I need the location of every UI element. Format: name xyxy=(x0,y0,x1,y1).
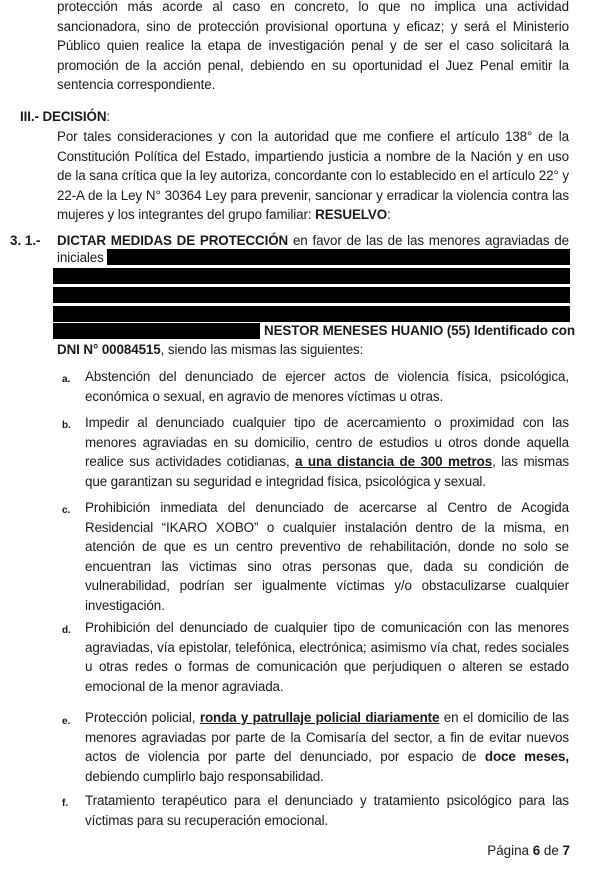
page-number xyxy=(487,843,570,858)
measure-a-text: Abstención del denunciado de ejercer actos de violencia física, psicológica, económica o sexual, en agravio de menores víctimas u otras. xyxy=(85,369,569,404)
item-lead xyxy=(57,231,569,251)
redaction-block-5 xyxy=(53,323,260,339)
measure-e-patrol: ronda y patrullaje policial diariamente xyxy=(199,710,440,725)
measure-e-text-pre: Protección policial, xyxy=(85,710,200,725)
measure-d xyxy=(85,618,569,696)
dni-line xyxy=(57,340,363,360)
page-current: 6 xyxy=(532,843,541,858)
page-of: de xyxy=(543,843,559,858)
resuelvo-label: RESUELVO xyxy=(315,207,388,222)
measure-a-marker: a. xyxy=(62,374,71,385)
intro-line-1: protección más acorde al caso en concreto, lo que no implica una actividad xyxy=(57,0,569,14)
measure-b-marker: b. xyxy=(62,420,71,431)
measure-b-text-post: , las mismas que garantizan su seguridad e integridad física, psicológica y sexual. xyxy=(85,454,570,489)
measure-e-text-post: debiendo cumplirlo bajo responsabilidad. xyxy=(85,768,324,784)
measure-b-distance: a una distancia de 300 metros xyxy=(295,454,493,469)
measure-f xyxy=(85,791,569,830)
intro-line-5: sentencia correspondiente. xyxy=(57,77,216,92)
measure-e-duration: doce meses, xyxy=(484,749,570,764)
measure-b xyxy=(85,413,569,491)
iniciales-label: iniciales xyxy=(57,250,104,265)
redaction-block-4 xyxy=(53,306,570,322)
measure-f-marker: f. xyxy=(62,798,69,809)
item-lead-bold: DICTAR MEDIDAS DE PROTECCIÓN xyxy=(57,233,289,248)
decision-paragraph xyxy=(57,127,569,225)
dni-number: DNI N° 00084515 xyxy=(57,342,161,357)
measure-a xyxy=(85,367,569,406)
page-total: 7 xyxy=(562,843,570,858)
section-heading xyxy=(20,107,110,127)
decision-text: Por tales consideraciones y con la autoridad que me confiere el artículo 138° de la Constitución Política del Estado, impartiendo justicia a nombre de la Nación y en uso de la sana crítica que la ley autoriza, concordante con lo establecido en el artículo 22° y 22-A de la Ley N° 30364 Ley para prevenir, sancionar y erradicar la violencia contra las mujeres y los integrantes del grupo familiar: xyxy=(57,129,569,222)
measure-c xyxy=(85,498,569,615)
measure-e-marker: e. xyxy=(62,716,71,727)
intro-paragraph xyxy=(57,0,569,95)
redaction-block-1 xyxy=(107,249,570,265)
intro-line-3: Público quien realice la etapa de investigación penal y de ser el caso solicitará la xyxy=(57,38,569,53)
section-heading-text: III.- DECISIÓN xyxy=(20,109,107,124)
intro-line-4: promoción de la acción penal, debiendo en su oportunidad el Juez Penal emitir la xyxy=(57,57,569,73)
measure-e xyxy=(85,708,569,786)
measure-d-text: Prohibición del denunciado de cualquier tipo de comunicación con las menores agraviadas, vía epistolar, telefónica, electrónica; asimismo vía chat, redes sociales u otras redes o formas de comunicación que perjudiquen o alteren se estado emocional de la menor agraviada. xyxy=(85,620,569,694)
item-lead-text: en favor de las de las menores agraviadas de xyxy=(288,233,569,248)
denounced-name: NESTOR MENESES HUANIO (55) Identificado con xyxy=(264,323,575,338)
measure-d-marker: d. xyxy=(62,625,71,636)
section-heading-colon: : xyxy=(106,109,111,124)
measure-f-text: Tratamiento terapéutico para el denunciado y tratamiento psicológico para las víctimas para su recuperación emocional. xyxy=(85,793,569,828)
redaction-block-3 xyxy=(53,287,570,303)
measure-e-text-mid: en el domicilio de las menores agraviadas por parte de la Comisaría del sector, a fin de evitar nuevos actos de violencia por parte del denunciado, por espacio de xyxy=(85,710,569,764)
page-label: Página xyxy=(487,843,529,858)
resuelvo-colon: : xyxy=(387,207,391,222)
redaction-block-2 xyxy=(53,268,570,284)
measure-c-text: Prohibición inmediata del denunciado de acercarse al Centro de Acogida Residencial “IKARO XOBO” o cualquier instalación dentro de la misma, en atención de que es un centro preventivo de rehabilitación, donde no solo se encuentran las victimas sino otras personas que, dada su condición de vulnerabilidad, podrían ser igualmente víctimas y/o obstaculizarse cualquier investigación. xyxy=(85,500,569,613)
measure-c-marker: c. xyxy=(62,505,71,516)
measure-b-text-pre: Impedir al denunciado cualquier tipo de acercamiento o proximidad con las menores agraviadas en su domicilio, centro de estudios u otros donde aquella realice sus actividades cotidianas, xyxy=(85,415,569,469)
intro-line-2: sancionadora, sino de protección provisional oportuna y eficaz; y será el Ministerio xyxy=(57,18,569,34)
item-number: 3. 1.- xyxy=(10,233,41,248)
dni-tail: , siendo las mismas las siguientes: xyxy=(160,342,364,357)
